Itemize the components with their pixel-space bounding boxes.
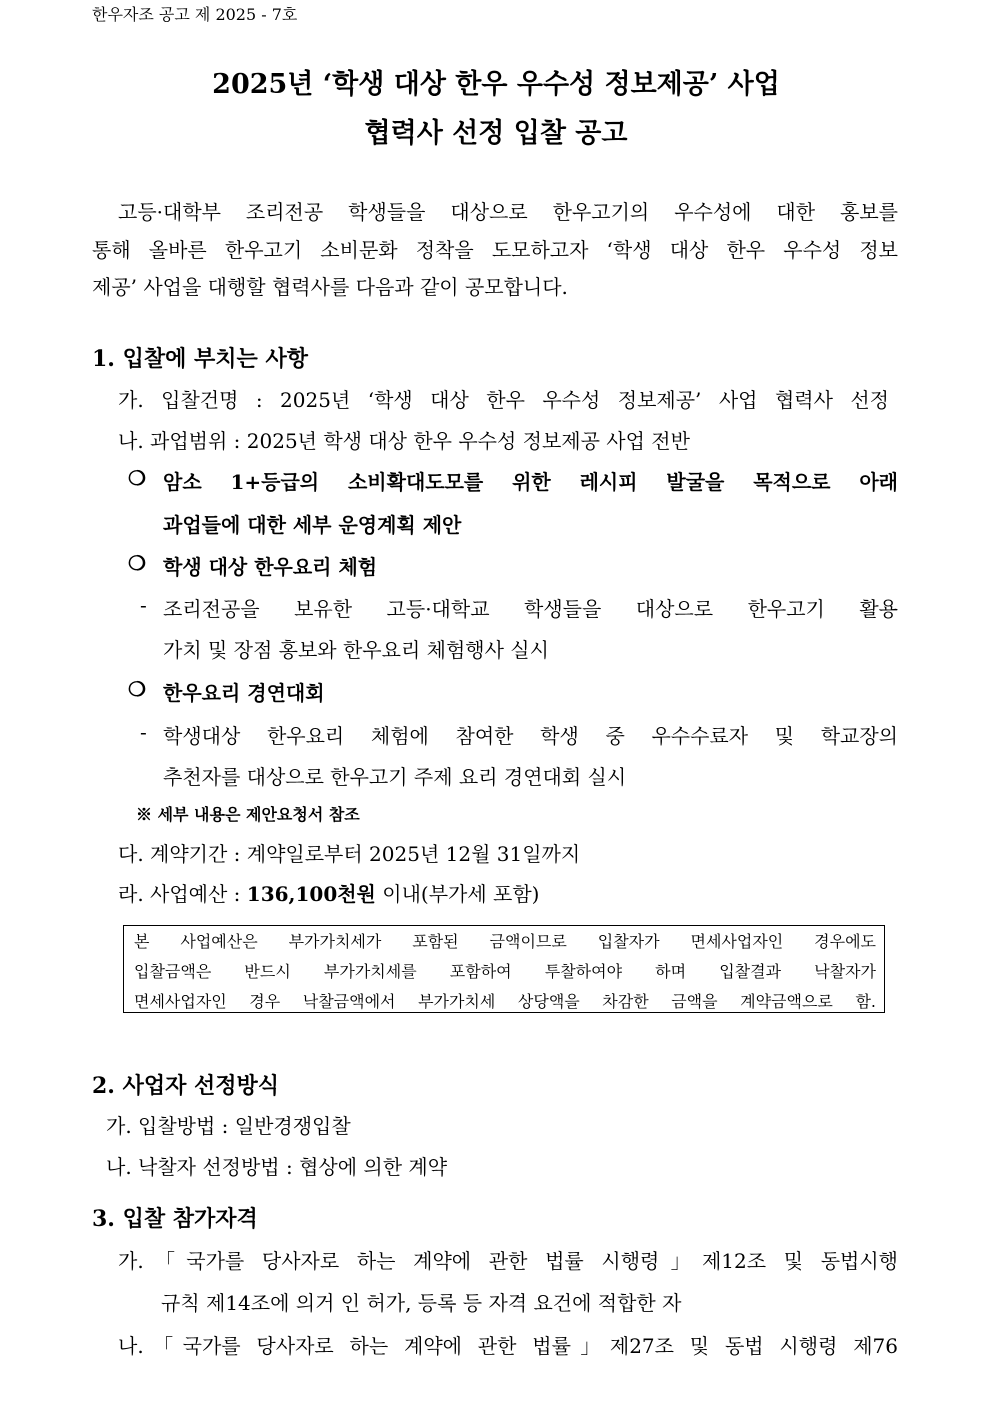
reference-note: ※ 세부 내용은 제안요청서 참조 xyxy=(136,805,360,824)
bullet-3-title: 한우요리 경연대회 xyxy=(163,681,325,705)
intro-paragraph-line: 제공’ 사업을 대행할 협력사를 다음과 같이 공모합니다. xyxy=(92,275,568,299)
budget-suffix: 이내(부가세 포함) xyxy=(375,882,540,906)
bullet-1-line: 암소 1+등급의 소비확대도모를 위한 레시피 발굴을 목적으로 아래 xyxy=(163,470,898,494)
bidding-method-item: 가. 입찰방법 : 일반경쟁입찰 xyxy=(106,1114,351,1138)
eligibility-item: 나.「국가를 당사자로 하는 계약에 관한 법률」제27조 및 동법 시행령 제76 xyxy=(118,1334,898,1358)
bullet-3-detail: 추천자를 대상으로 한우고기 주제 요리 경연대회 실시 xyxy=(163,765,627,789)
bullet-2-detail: 조리전공을 보유한 고등·대학교 학생들을 대상으로 한우고기 활용 xyxy=(163,597,898,621)
selection-method-item: 나. 낙찰자 선정방법 : 협상에 의한 계약 xyxy=(106,1155,448,1179)
contract-period-item: 다. 계약기간 : 계약일로부터 2025년 12월 31일까지 xyxy=(118,842,581,866)
vat-notice-box xyxy=(123,925,885,1013)
dash-icon: - xyxy=(140,593,147,617)
vat-notice-line: 면세사업자인 경우 낙찰금액에서 부가가치세 상당액을 차감한 금액을 계약금액으로 함. xyxy=(134,992,876,1011)
section-3-heading: 3. 입찰 참가자격 xyxy=(92,1206,258,1232)
bullet-circle-icon: ❍ xyxy=(128,466,146,490)
bullet-2-title: 학생 대상 한우요리 체험 xyxy=(163,555,378,579)
section-2-heading: 2. 사업자 선정방식 xyxy=(92,1073,280,1099)
intro-paragraph-line: 통해 올바른 한우고기 소비문화 정착을 도모하고자 ‘학생 대상 한우 우수성 정보 xyxy=(92,238,898,262)
section-1-heading: 1. 입찰에 부치는 사항 xyxy=(92,346,308,372)
bullet-2-detail: 가치 및 장점 홍보와 한우요리 체험행사 실시 xyxy=(163,638,549,662)
budget-amount: 136,100천원 xyxy=(246,882,376,906)
bullet-circle-icon: ❍ xyxy=(128,677,146,701)
intro-paragraph-line: 고등·대학부 조리전공 학생들을 대상으로 한우고기의 우수성에 대한 홍보를 xyxy=(118,200,898,224)
bullet-circle-icon: ❍ xyxy=(128,551,146,575)
document-number: 한우자조 공고 제 2025 - 7호 xyxy=(92,5,298,24)
vat-notice-line: 본 사업예산은 부가가치세가 포함된 금액이므로 입찰자가 면세사업자인 경우에도 xyxy=(134,932,876,951)
budget-item xyxy=(118,878,539,907)
scope-item: 나. 과업범위 : 2025년 학생 대상 한우 우수성 정보제공 사업 전반 xyxy=(118,429,690,453)
page-title: 2025년 ‘학생 대상 한우 우수성 정보제공’ 사업 xyxy=(212,69,780,100)
bullet-1-line: 과업들에 대한 세부 운영계획 제안 xyxy=(163,513,462,537)
dash-icon: - xyxy=(140,720,147,744)
budget-label: 라. 사업예산 : xyxy=(118,882,247,906)
eligibility-item: 규칙 제14조에 의거 인 허가, 등록 등 자격 요건에 적합한 자 xyxy=(161,1291,682,1315)
eligibility-item: 가.「국가를 당사자로 하는 계약에 관한 법률 시행령」제12조 및 동법시행 xyxy=(118,1249,898,1273)
vat-notice-line: 입찰금액은 반드시 부가가치세를 포함하여 투찰하여야 하며 입찰결과 낙찰자가 xyxy=(134,962,876,981)
bullet-3-detail: 학생대상 한우요리 체험에 참여한 학생 중 우수수료자 및 학교장의 xyxy=(163,724,898,748)
bid-title-item: 가. 입찰건명 : 2025년 ‘학생 대상 한우 우수성 정보제공’ 사업 협력사 선정 xyxy=(118,388,889,412)
page-subtitle: 협력사 선정 입찰 공고 xyxy=(364,118,628,149)
